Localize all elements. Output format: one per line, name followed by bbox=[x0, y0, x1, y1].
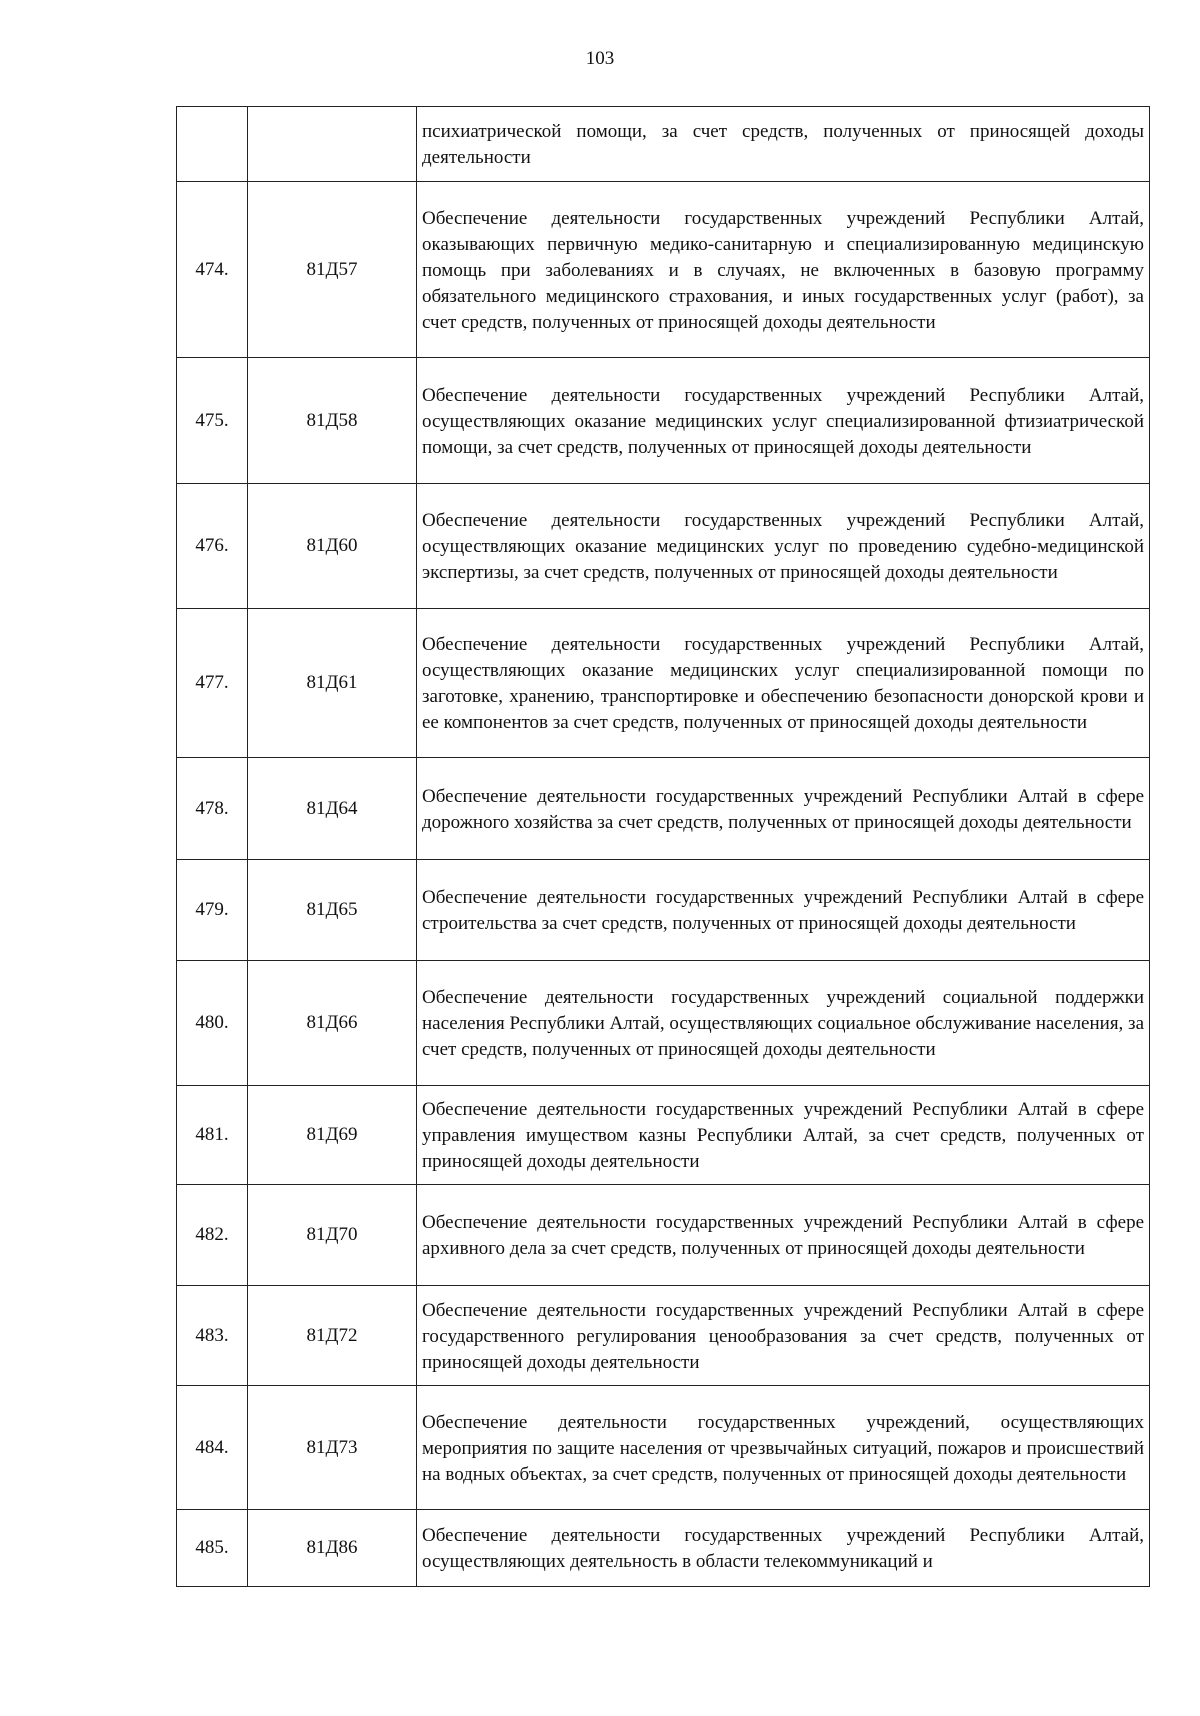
row-number-cell: 477. bbox=[177, 609, 248, 758]
code-cell: 81Д86 bbox=[248, 1510, 417, 1587]
row-number-cell: 482. bbox=[177, 1185, 248, 1286]
code-cell: 81Д58 bbox=[248, 358, 417, 484]
description-cell: психиатрической помощи, за счет средств, полученных от приносящей доходы деятельности bbox=[417, 107, 1150, 182]
code-cell: 81Д66 bbox=[248, 961, 417, 1086]
description-cell: Обеспечение деятельности государственных учреждений Республики Алтай, осуществляющих оказание медицинских услуг по проведению судебно-медицинской экспертизы, за счет средств, полученных от приносящей доходы деятельности bbox=[417, 484, 1150, 609]
row-number-cell: 483. bbox=[177, 1286, 248, 1386]
description-cell: Обеспечение деятельности государственных учреждений Республики Алтай в сфере государственного регулирования ценообразования за счет средств, полученных от приносящей доходы деятельности bbox=[417, 1286, 1150, 1386]
row-number-cell: 481. bbox=[177, 1086, 248, 1185]
budget-classification-table bbox=[176, 106, 1150, 1587]
description-cell: Обеспечение деятельности государственных учреждений социальной поддержки населения Республики Алтай, осуществляющих социальное обслуживание населения, за счет средств, полученных от приносящей доходы деятельности bbox=[417, 961, 1150, 1086]
code-cell bbox=[248, 107, 417, 182]
description-cell: Обеспечение деятельности государственных учреждений Республики Алтай, осуществляющих оказание медицинских услуг специализированной фтизиатрической помощи, за счет средств, полученных от приносящей доходы деятельности bbox=[417, 358, 1150, 484]
row-number-cell bbox=[177, 107, 248, 182]
table-row bbox=[177, 1086, 1150, 1185]
description-cell: Обеспечение деятельности государственных учреждений, осуществляющих мероприятия по защите населения от чрезвычайных ситуаций, пожаров и происшествий на водных объектах, за счет средств, полученных от приносящей доходы деятельности bbox=[417, 1386, 1150, 1510]
table-row bbox=[177, 107, 1150, 182]
table-row bbox=[177, 758, 1150, 860]
code-cell: 81Д57 bbox=[248, 182, 417, 358]
code-cell: 81Д65 bbox=[248, 860, 417, 961]
table-row bbox=[177, 1510, 1150, 1587]
row-number-cell: 484. bbox=[177, 1386, 248, 1510]
table-row bbox=[177, 1386, 1150, 1510]
row-number-cell: 480. bbox=[177, 961, 248, 1086]
table-row bbox=[177, 961, 1150, 1086]
description-cell: Обеспечение деятельности государственных учреждений Республики Алтай в сфере строительства за счет средств, полученных от приносящей доходы деятельности bbox=[417, 860, 1150, 961]
description-cell: Обеспечение деятельности государственных учреждений Республики Алтай, осуществляющих оказание медицинских услуг специализированной помощи по заготовке, хранению, транспортировке и обеспечению безопасности донорской крови и ее компонентов за счет средств, полученных от приносящей доходы деятельности bbox=[417, 609, 1150, 758]
code-cell: 81Д64 bbox=[248, 758, 417, 860]
row-number-cell: 478. bbox=[177, 758, 248, 860]
table-row bbox=[177, 1286, 1150, 1386]
table-row bbox=[177, 484, 1150, 609]
description-cell: Обеспечение деятельности государственных учреждений Республики Алтай в сфере управления имуществом казны Республики Алтай, за счет средств, полученных от приносящей доходы деятельности bbox=[417, 1086, 1150, 1185]
row-number-cell: 474. bbox=[177, 182, 248, 358]
table-row bbox=[177, 182, 1150, 358]
row-number-cell: 476. bbox=[177, 484, 248, 609]
code-cell: 81Д69 bbox=[248, 1086, 417, 1185]
code-cell: 81Д73 bbox=[248, 1386, 417, 1510]
code-cell: 81Д72 bbox=[248, 1286, 417, 1386]
row-number-cell: 475. bbox=[177, 358, 248, 484]
table-row bbox=[177, 358, 1150, 484]
row-number-cell: 485. bbox=[177, 1510, 248, 1587]
table-row bbox=[177, 860, 1150, 961]
code-cell: 81Д61 bbox=[248, 609, 417, 758]
description-cell: Обеспечение деятельности государственных учреждений Республики Алтай в сфере архивного дела за счет средств, полученных от приносящей доходы деятельности bbox=[417, 1185, 1150, 1286]
code-cell: 81Д60 bbox=[248, 484, 417, 609]
description-cell: Обеспечение деятельности государственных учреждений Республики Алтай, осуществляющих деятельность в области телекоммуникаций и bbox=[417, 1510, 1150, 1587]
page-number: 103 bbox=[585, 48, 615, 69]
code-cell: 81Д70 bbox=[248, 1185, 417, 1286]
table-row bbox=[177, 609, 1150, 758]
description-cell: Обеспечение деятельности государственных учреждений Республики Алтай, оказывающих первичную медико-санитарную и специализированную медицинскую помощь при заболеваниях и в случаях, не включенных в базовую программу обязательного медицинского страхования, и иных государственных услуг (работ), за счет средств, полученных от приносящей доходы деятельности bbox=[417, 182, 1150, 358]
row-number-cell: 479. bbox=[177, 860, 248, 961]
table-body bbox=[177, 107, 1150, 1587]
table-row bbox=[177, 1185, 1150, 1286]
description-cell: Обеспечение деятельности государственных учреждений Республики Алтай в сфере дорожного хозяйства за счет средств, полученных от приносящей доходы деятельности bbox=[417, 758, 1150, 860]
